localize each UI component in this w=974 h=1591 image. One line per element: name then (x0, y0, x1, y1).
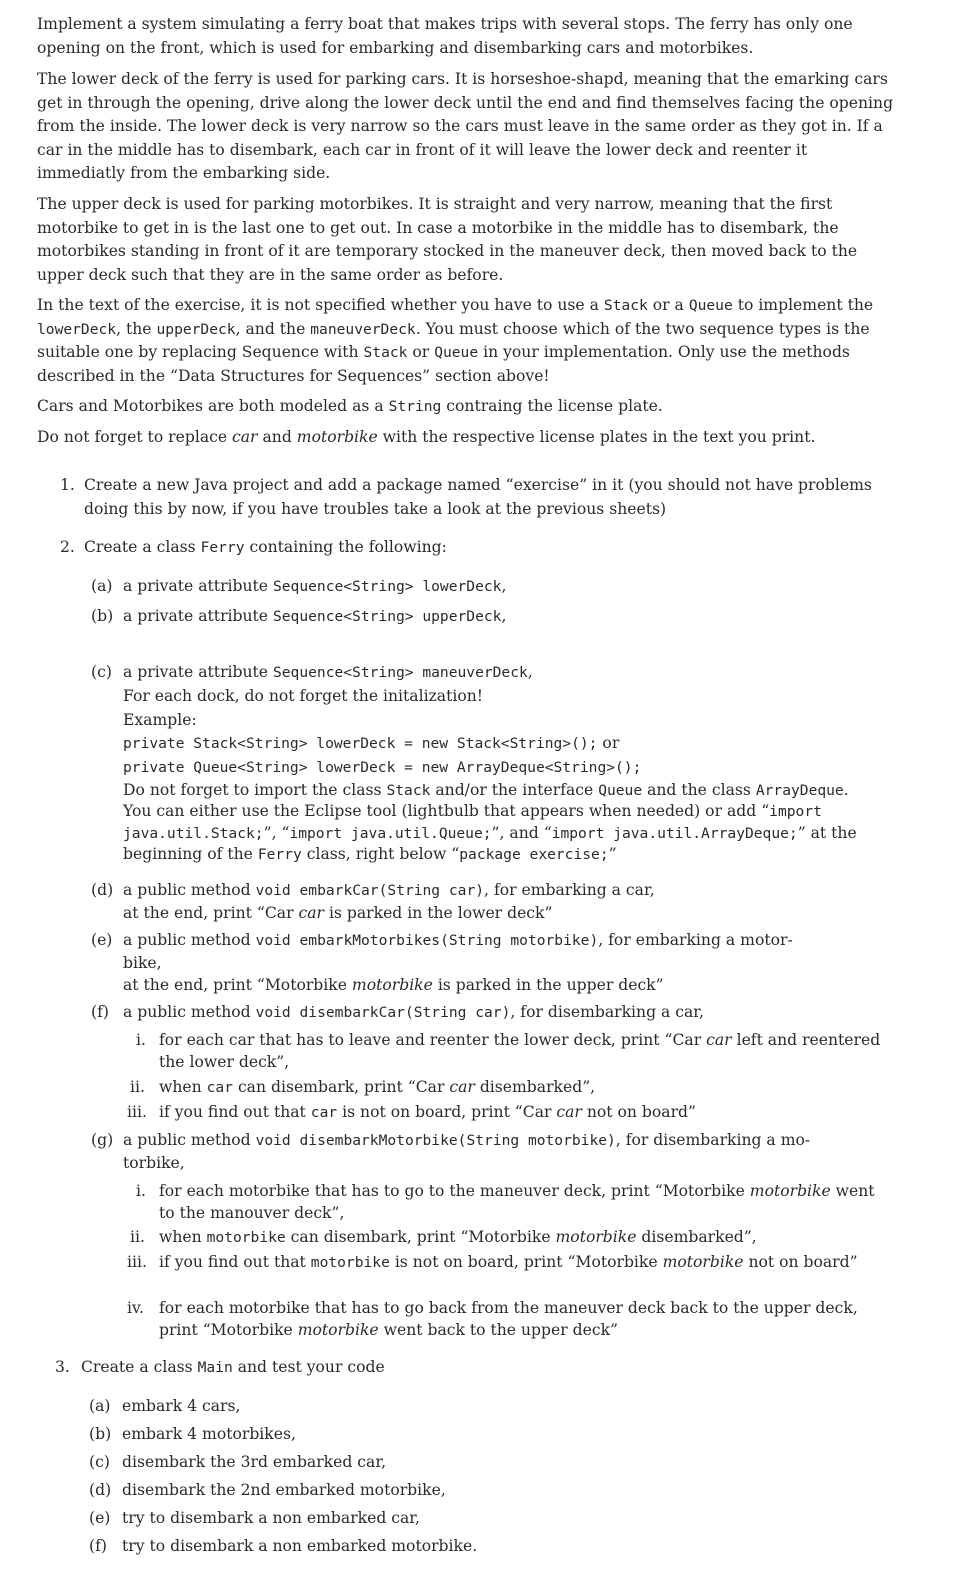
code-example-stack: private Stack<String> lowerDeck = new Stack<String>(); (123, 735, 598, 753)
step-2g: (g) a public method void disembarkMotorbike(String motorbike), for disembarking a mo- torbike, (91, 1131, 811, 1172)
intro-paragraph-3: The upper deck is used for parking motorbikes. It is straight and very narrow, meaning that the first motorbike to get in is the last one to get out. In case a motorbike in the middle has to disembark, the motorbikes standing in front of it are temporary stocked in the maneuver deck, then moved back to the upper deck such that they are in the same order as before. (37, 195, 858, 284)
step-2: 2. Create a class Ferry containing the following: (60, 538, 447, 556)
step-2g-iii: iii. if you find out that motorbike is not on board, print “Motorbike motorbike not on board” (127, 1253, 858, 1271)
replace-paragraph: Do not forget to replace car and motorbike with the respective license plates in the text you print. (37, 428, 816, 446)
step-3-list (89, 1392, 869, 1560)
step-2g-i: i. for each motorbike that has to go to the maneuver deck, print “Motorbike motorbike went to the manouver deck”, (136, 1182, 875, 1222)
step-2f-i: i. for each car that has to leave and reenter the lower deck, print “Car car left and reentered the lower deck”, (136, 1031, 881, 1071)
sequence-choice-paragraph: In the text of the exercise, it is not specified whether you have to use a Stack or a Queue to implement the lowerDeck, the upperDeck, and the maneuverDeck. You must choose which of the two sequence types is the suitable one by replacing Sequence with Stack or Queue in your implementation. Only use the methods described in the “Data Structures for Sequences” section above! (37, 296, 874, 385)
list-item: (f) try to disembark a non embarked motorbike. (89, 1537, 478, 1555)
step-2f: (f) a public method void disembarkCar(String car), for disembarking a car, (91, 1003, 704, 1021)
step-1: 1. Create a new Java project and add a package named “exercise” in it (you should not have problems doing this by now, if you have troubles take a look at the previous sheets) (60, 476, 872, 518)
list-item: (d) disembark the 2nd embarked motorbike, (89, 1481, 446, 1499)
step-2a: (a) a private attribute Sequence<String> lowerDeck, (91, 577, 507, 595)
step-2e: (e) a public method void embarkMotorbikes(String motorbike), for embarking a motor- bike, at the end, print “Motorbike motorbike is parked in the upper deck” (91, 931, 793, 994)
code-example-queue: private Queue<String> lowerDeck = new ArrayDeque<String>(); (123, 759, 642, 777)
step-2g-iv: iv. for each motorbike that has to go back from the maneuver deck back to the upper deck, print “Motorbike motorbike went back to the upper deck” (127, 1299, 858, 1339)
step-2g-ii: ii. when motorbike can disembark, print “Motorbike motorbike disembarked”, (130, 1228, 757, 1246)
model-paragraph: Cars and Motorbikes are both modeled as a String contraing the license plate. (37, 397, 663, 415)
step-3: 3. Create a class Main and test your code (55, 1358, 385, 1376)
list-item: (c) disembark the 3rd embarked car, (89, 1453, 387, 1471)
step-2c: (c) a private attribute Sequence<String> maneuverDeck, For each dock, do not forget the initalization! Example: private Stack<String> lowerDeck = new Stack<String>(); or private Queue<String> lowerDeck = new ArrayDeque<String>(); Do not forget to import the class Stack and/or the interface Queue and the class ArrayDeque. You can either use the Eclipse tool (lightbulb that appears when needed) or add “import java.util.Stack;”, “import java.util.Queue;”, and “import java.util.ArrayDeque;” at the beginning of the Ferry class, right below “package exercise;” (91, 663, 857, 864)
step-2f-iii: iii. if you find out that car is not on board, print “Car car not on board” (127, 1103, 696, 1121)
intro-paragraph-2: The lower deck of the ferry is used for parking cars. It is horseshoe-shapd, meaning that the emarking cars get in through the opening, drive along the lower deck until the end and find themselves facing the opening from the inside. The lower deck is very narrow so the cars must leave in the same order as they got in. If a car in the middle has to disembark, each car in front of it will leave the lower deck and reenter it immediatly from the embarking side. (37, 70, 894, 182)
step-2d: (d) a public method void embarkCar(String car), for embarking a car, at the end, print “Car car is parked in the lower deck” (91, 881, 655, 922)
list-item: (a) embark 4 cars, (89, 1397, 241, 1415)
list-item: (e) try to disembark a non embarked car, (89, 1509, 421, 1527)
step-2b: (b) a private attribute Sequence<String> upperDeck, (91, 607, 507, 625)
intro-paragraph-1: Implement a system simulating a ferry boat that makes trips with several stops. The ferry has only one opening on the front, which is used for embarking and disembarking cars and motorbikes. (37, 15, 853, 57)
list-item: (b) embark 4 motorbikes, (89, 1425, 296, 1443)
step-2f-ii: ii. when car can disembark, print “Car car disembarked”, (130, 1078, 596, 1096)
